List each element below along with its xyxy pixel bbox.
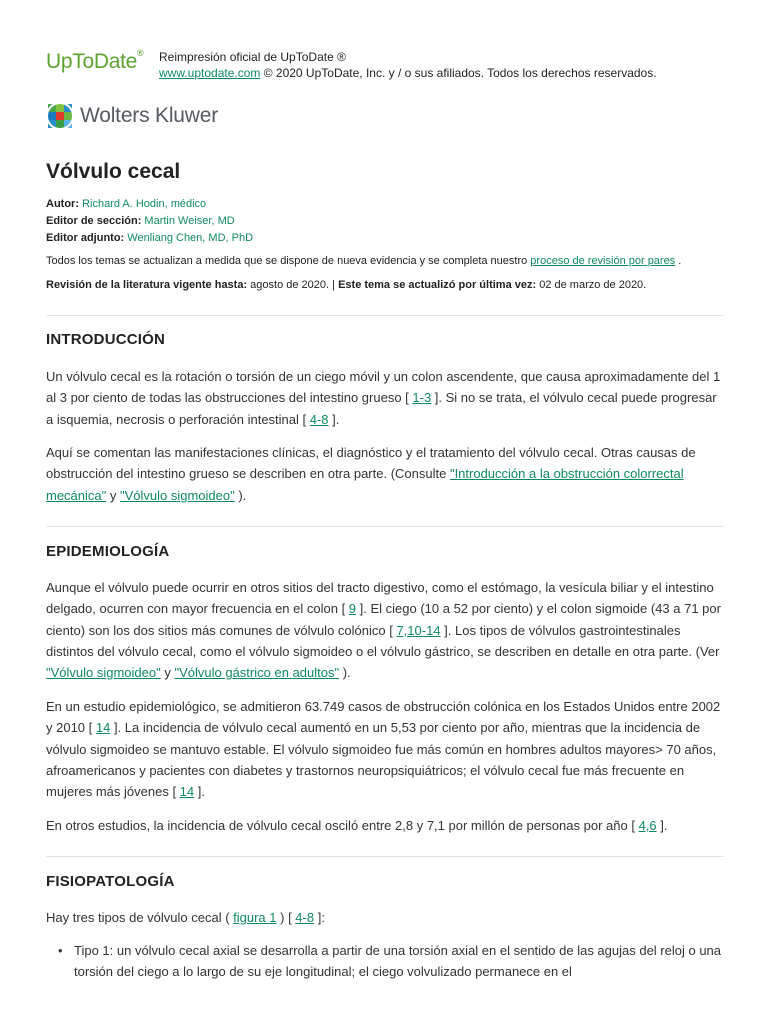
last-updated-date: 02 de marzo de 2020.	[536, 279, 647, 291]
update-note	[46, 255, 681, 267]
epi-paragraph-1	[46, 577, 724, 683]
last-updated-label: Este tema se actualizó por última vez:	[338, 279, 537, 291]
text-run: ).	[339, 665, 351, 681]
header	[46, 46, 724, 86]
publisher-name: Wolters Kluwer	[80, 104, 219, 127]
text-run: Un vólvulo cecal es la rotación o torsión de un ciego móvil y un colon ascendente, que causa aproximadamente del 1 al 3 por ciento de todas las obstrucciones del intestino grueso [	[46, 369, 721, 406]
text-run: En un estudio epidemiológico, se admitieron 63.749 casos de obstrucción colónica en los Estados Unidos entre 2002 y 2010 [	[46, 699, 721, 736]
reference-link[interactable]: 4-8	[309, 411, 329, 427]
review-separator: |	[329, 279, 339, 291]
reprint-copyright	[159, 65, 657, 81]
literature-review-label: Revisión de la literatura vigente hasta:	[46, 279, 248, 291]
text-run: ) [	[276, 910, 296, 925]
logo-reg-mark: ®	[136, 48, 144, 58]
author-block	[46, 196, 253, 247]
wolters-kluwer-logo[interactable]	[46, 102, 246, 130]
fisio-paragraph-1	[46, 907, 724, 928]
reference-link[interactable]: 4,6	[638, 818, 657, 833]
text-run: ]:	[314, 910, 325, 925]
divider	[46, 856, 724, 857]
text-run: ]. La incidencia de vólvulo cecal aumentó en un 5,53 por ciento por año, mientras que la incidencia de vólvulo sigmoideo se mantuvo estable. El vólvulo sigmoideo fue más común en hombres adultos mayores> 70 años, afroamericanos y pacientes con diabetes y trastornos neuropsiquiátricos; el vólvulo cecal fue más frecuente en mujeres más jóvenes [	[46, 720, 717, 800]
logo-text: UpToDate	[46, 50, 137, 73]
deputy-editor-row	[46, 230, 253, 247]
topic-link[interactable]: "Vólvulo sigmoideo"	[46, 665, 161, 681]
peer-review-link[interactable]: proceso de revisión por pares	[530, 255, 676, 267]
section-editor-label: Editor de sección:	[46, 215, 142, 227]
text-run: ]. Si no se trata, el vólvulo cecal puede progresar a isquemia, necrosis o perforación intestinal [	[46, 390, 717, 427]
text-run: y	[160, 665, 175, 681]
section-heading-epidemiologia: EPIDEMIOLOGÍA	[46, 543, 170, 560]
section-heading-fisiopatologia: FISIOPATOLOGÍA	[46, 873, 175, 890]
volvulus-types-list	[46, 940, 724, 983]
deputy-editor-label: Editor adjunto:	[46, 232, 125, 244]
divider	[46, 526, 724, 527]
deputy-editor-link[interactable]: Wenliang Chen, MD, PhD	[127, 232, 254, 244]
text-run: Aquí se comentan las manifestaciones clínicas, el diagnóstico y el tratamiento del vólvulo cecal. Otras causas de obstrucción del intestino grueso se describen en otra parte. (Consulte	[46, 445, 696, 482]
section-editor-row	[46, 213, 253, 230]
text-run: ]. Los tipos de vólvulos gastrointestinales distintos del vólvulo cecal, como el vólvulo sigmoideo o el vólvulo gástrico, se describen en detalle en otra parte. (Ver	[46, 622, 720, 659]
update-note-end: .	[675, 255, 682, 267]
wolters-kluwer-mark-icon	[46, 102, 76, 130]
section-editor-link[interactable]: Martin Weiser, MD	[144, 215, 235, 227]
text-run: ).	[234, 487, 247, 503]
author-link[interactable]: Richard A. Hodin, médico	[82, 198, 207, 210]
uptodate-logo[interactable]	[46, 50, 143, 74]
epi-paragraph-2	[46, 696, 724, 802]
reference-link[interactable]: 4-8	[295, 910, 315, 925]
epi-paragraph-3	[46, 815, 724, 836]
reference-link[interactable]: 9	[348, 601, 357, 617]
reference-link[interactable]: 1-3	[412, 390, 432, 406]
text-run: ].	[328, 411, 340, 427]
reference-link[interactable]: 14	[179, 784, 195, 800]
topic-link[interactable]: "Vólvulo sigmoideo"	[120, 487, 235, 503]
text-run: ].	[194, 784, 205, 800]
copyright-text: © 2020 UpToDate, Inc. y / o sus afiliados. Todos los derechos reservados.	[260, 66, 657, 80]
reprint-title: Reimpresión oficial de UpToDate ®	[159, 50, 346, 64]
figure-link[interactable]: figura 1	[233, 910, 277, 925]
text-run: ].	[656, 818, 668, 833]
list-item-text: Tipo 1: un vólvulo cecal axial se desarrolla a partir de una torsión axial en el sentido de las agujas del reloj o una torsión del ciego a lo largo de su eje longitudinal; el ciego volvulizado permanece en el	[74, 943, 722, 980]
list-item	[46, 940, 724, 983]
intro-paragraph-1	[46, 366, 724, 430]
topic-link[interactable]: "Introducción a la obstrucción colorrectal mecánica"	[46, 466, 684, 503]
text-run: y	[106, 487, 120, 503]
text-run: En otros estudios, la incidencia de vólvulo cecal osciló entre 2,8 y 7,1 por millón de personas por año [	[46, 818, 639, 833]
bullet-icon: •	[58, 943, 63, 958]
author-label: Autor:	[46, 198, 79, 210]
section-heading-introduccion: INTRODUCCIÓN	[46, 331, 166, 348]
text-run: ]. El ciego (10 a 52 por ciento) y el colon sigmoide (43 a 71 por ciento) son los dos sitios más comunes de vólvulo colónico [	[46, 601, 721, 638]
text-run: Hay tres tipos de vólvulo cecal (	[46, 910, 234, 925]
review-info	[46, 279, 646, 291]
literature-review-date: agosto de 2020.	[247, 279, 330, 291]
author-row	[46, 196, 253, 213]
divider	[46, 315, 724, 316]
topic-link[interactable]: "Vólvulo gástrico en adultos"	[174, 665, 340, 681]
reference-link[interactable]: 14	[95, 720, 111, 736]
page-title: Vólvulo cecal	[46, 160, 181, 183]
intro-paragraph-2	[46, 442, 724, 506]
update-note-text: Todos los temas se actualizan a medida que se dispone de nueva evidencia y se completa nuestro	[46, 255, 531, 267]
uptodate-site-link[interactable]: www.uptodate.com	[159, 66, 261, 80]
reference-link[interactable]: 7,10-14	[396, 622, 441, 638]
text-run: Aunque el vólvulo puede ocurrir en otros sitios del tracto digestivo, como el estómago, la vesícula biliar y el intestino delgado, ocurren con mayor frecuencia en el colon [	[46, 580, 714, 617]
reprint-notice	[159, 49, 657, 81]
